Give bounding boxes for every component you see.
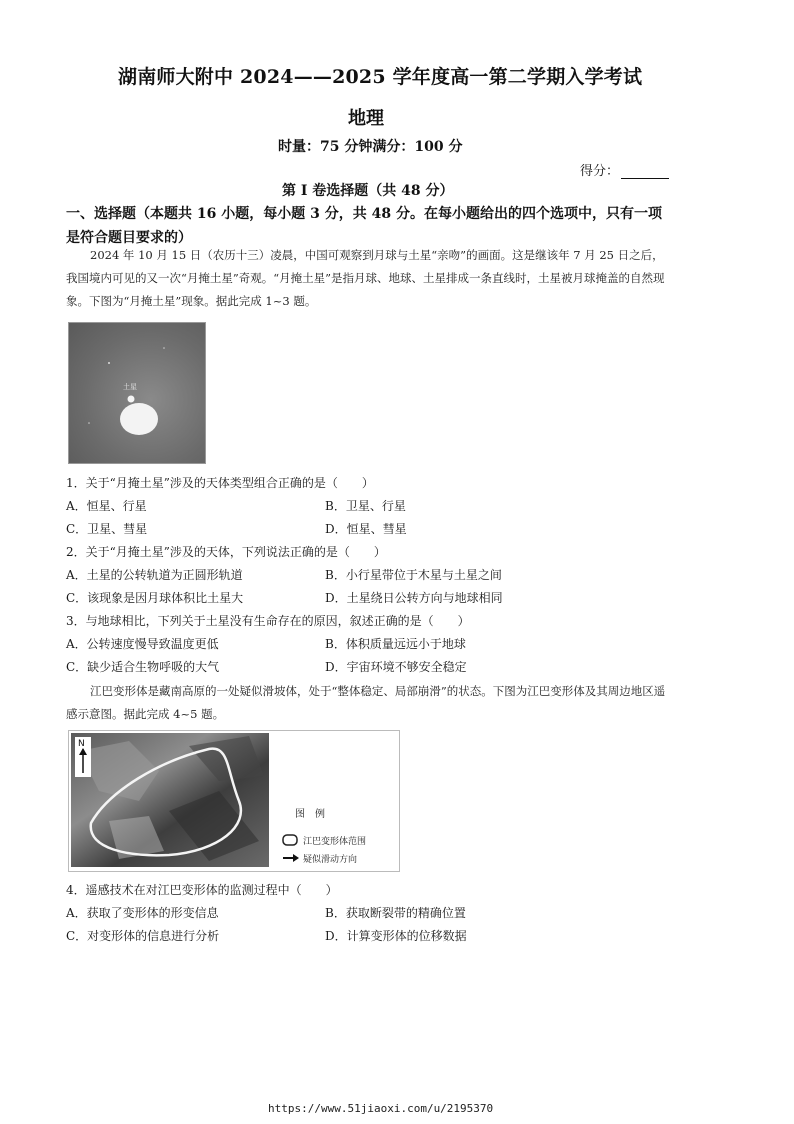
legend-item-direction: 疑似滑动方向 xyxy=(303,855,358,865)
moon-saturn-image xyxy=(69,323,205,463)
saturn-label: 土星 xyxy=(123,383,137,391)
q2-option-b[interactable]: B．小行星带位于木星与土星之间 xyxy=(325,568,502,582)
q3-option-a[interactable]: A．公转速度慢导致温度更低 xyxy=(66,637,219,651)
q2-option-c[interactable]: C．该现象是因月球体积比土星大 xyxy=(66,591,244,605)
legend-title: 图 例 xyxy=(295,809,325,820)
moon-disc xyxy=(120,403,158,435)
saturn-dot xyxy=(128,396,135,403)
score-label: 得分： xyxy=(580,164,620,179)
part-heading: 第 I 卷选择题（共 48 分） xyxy=(282,183,454,199)
q3-option-c[interactable]: C．缺少适合生物呼吸的大气 xyxy=(66,660,220,674)
question-2-stem: 2．关于“月掩土星”涉及的天体，下列说法正确的是（ ） xyxy=(66,545,386,559)
time-info: 时量：75 分钟满分：100 分 xyxy=(278,139,463,155)
footer-link[interactable]: https://www.51jiaoxi.com/u/2195370 xyxy=(268,1102,494,1115)
legend-item-boundary: 江巴变形体范围 xyxy=(303,837,367,847)
q2-option-d[interactable]: D．土星绕日公转方向与地球相同 xyxy=(325,591,503,605)
passage-1: 2024 年 10 月 15 日（农历十三）凌晨，中国可观察到月球与土星“亲吻”的画面。这是继该年 7 月 25 日之后，我国境内可见的又一次“月掩土星”奇观。“月掩土星”是指月球、地球、土星排成一条直线时，土星被月球掩盖的自然现象。下图为“月掩土星”现象。据此完成 1~3 题。 xyxy=(66,248,665,308)
exam-title: 湖南师大附中 2024——2025 学年度高一第二学期入学考试 xyxy=(118,66,643,88)
subject-title: 地理 xyxy=(348,108,384,129)
q1-option-b[interactable]: B．卫星、行星 xyxy=(325,499,406,513)
figure-jiangba-map xyxy=(68,730,400,872)
q3-option-b[interactable]: B．体积质量远远小于地球 xyxy=(325,637,466,651)
q1-option-d[interactable]: D．恒星、彗星 xyxy=(325,522,407,536)
q4-option-a[interactable]: A．获取了变形体的形变信息 xyxy=(66,906,219,920)
passage-2: 江巴变形体是藏南高原的一处疑似滑坡体，处于“整体稳定、局部崩滑”的状态。下图为江巴变形体及其周边地区遥感示意图。据此完成 4~5 题。 xyxy=(66,684,666,721)
q1-option-c[interactable]: C．卫星、彗星 xyxy=(66,522,148,536)
question-3-stem: 3．与地球相比，下列关于土星没有生命存在的原因，叙述正确的是（ ） xyxy=(66,614,470,628)
q1-option-a[interactable]: A．恒星、行星 xyxy=(66,499,147,513)
question-1-stem: 1．关于“月掩土星”涉及的天体类型组合正确的是（ ） xyxy=(66,476,374,490)
north-label: N xyxy=(78,739,85,749)
question-4-stem: 4．遥感技术在对江巴变形体的监测过程中（ ） xyxy=(66,883,338,897)
q4-option-d[interactable]: D．计算变形体的位移数据 xyxy=(325,929,467,943)
jiangba-map-image xyxy=(69,731,399,871)
q3-option-d[interactable]: D．宇宙环境不够安全稳定 xyxy=(325,660,467,674)
q4-option-b[interactable]: B．获取断裂带的精确位置 xyxy=(325,906,466,920)
figure-moon-saturn xyxy=(68,322,206,464)
score-field xyxy=(580,160,669,179)
q2-option-a[interactable]: A．土星的公转轨道为正圆形轨道 xyxy=(66,568,243,582)
q4-option-c[interactable]: C．对变形体的信息进行分析 xyxy=(66,929,220,943)
section-heading: 一、选择题（本题共 16 小题，每小题 3 分，共 48 分。在每小题给出的四个选项中，只有一项是符合题目要求的） xyxy=(66,206,662,246)
score-blank xyxy=(621,166,669,179)
